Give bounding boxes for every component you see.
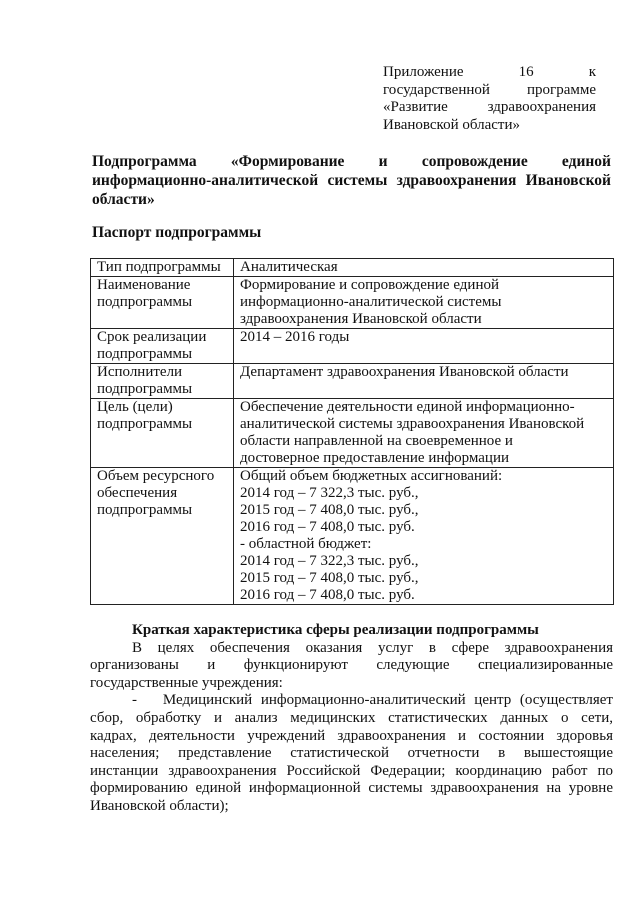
value-line: информационно-аналитической системы [240, 294, 502, 310]
row-value [234, 329, 614, 364]
passport-table [90, 258, 614, 605]
section-line: В целях обеспечения оказания услуг в сфере здравоохранения [132, 639, 613, 656]
row-label: Тип подпрограммы [91, 259, 234, 277]
section-line: Ивановской области); [90, 797, 229, 814]
section-line: формированию единой информационной системы здравоохранения на уровне [90, 780, 613, 797]
value-line: 2014 год – 7 322,3 тыс. руб., [240, 485, 419, 501]
value-line: 2016 год – 7 408,0 тыс. руб. [240, 587, 415, 603]
value-line: 2015 год – 7 408,0 тыс. руб., [240, 502, 419, 518]
title-line: информационно-аналитической системы здравоохранения Ивановской [92, 172, 611, 189]
appendix-line: «Развитие здравоохранения [383, 99, 596, 115]
section-heading: Краткая характеристика сферы реализации подпрограммы [132, 622, 539, 638]
row-label: Наименование подпрограммы [91, 277, 234, 329]
value-line: Аналитическая [240, 259, 338, 275]
section-line: государственные учреждения: [90, 674, 283, 691]
title-line: области» [92, 191, 155, 208]
section-line: кадрах, деятельности учреждений здравоохранения и состоянии здоровья [90, 727, 613, 744]
appendix-note [383, 64, 596, 134]
value-line: 2016 год – 7 408,0 тыс. руб. [240, 519, 415, 535]
section-line: организованы и функционируют следующие специализированные [90, 657, 613, 674]
row-label: Объем ресурсного обеспечения подпрограммы [91, 468, 234, 605]
value-line: 2014 год – 7 322,3 тыс. руб., [240, 553, 419, 569]
table-row [91, 329, 614, 364]
section-line: населения; представление статистической отчетности в вышестоящие [90, 745, 613, 762]
value-line: Департамент здравоохранения Ивановской области [240, 364, 569, 380]
section-line: инстанции здравоохранения Российской Федерации; координацию работ по [90, 762, 613, 779]
value-line: здравоохранения Ивановской области [240, 311, 482, 327]
value-line: Обеспечение деятельности единой информационно- [240, 399, 575, 415]
table-row [91, 259, 614, 277]
section-line: сбор, обработку и анализ медицинских статистических данных о сети, [90, 709, 613, 726]
row-label: Цель (цели) подпрограммы [91, 399, 234, 468]
table-row [91, 364, 614, 399]
table-row [91, 468, 614, 605]
row-label: Срок реализации подпрограммы [91, 329, 234, 364]
row-value [234, 277, 614, 329]
section-line: - Медицинский информационно-аналитический центр (осуществляет [132, 692, 613, 709]
value-line: Общий объем бюджетных ассигнований: [240, 468, 503, 484]
title-line: Подпрограмма «Формирование и сопровождение единой [92, 153, 611, 170]
row-value [234, 399, 614, 468]
table-row [91, 277, 614, 329]
appendix-line: Приложение 16 к [383, 64, 596, 80]
value-line: - областной бюджет: [240, 536, 372, 552]
value-line: достоверное предоставление информации [240, 450, 510, 466]
row-label: Исполнители подпрограммы [91, 364, 234, 399]
appendix-line: государственной программе [383, 81, 596, 98]
table-row [91, 399, 614, 468]
brief-section [90, 622, 613, 816]
subprogram-title [92, 152, 611, 209]
row-value [234, 259, 614, 277]
appendix-line: Ивановской области» [383, 116, 520, 133]
value-line: Формирование и сопровождение единой [240, 277, 500, 293]
row-value [234, 468, 614, 605]
row-value [234, 364, 614, 399]
value-line: области направленной на своевременное и [240, 433, 513, 449]
passport-heading: Паспорт подпрограммы [92, 224, 262, 241]
value-line: 2015 год – 7 408,0 тыс. руб., [240, 570, 419, 586]
value-line: аналитической системы здравоохранения Ивановской [240, 416, 585, 432]
value-line: 2014 – 2016 годы [240, 329, 350, 345]
